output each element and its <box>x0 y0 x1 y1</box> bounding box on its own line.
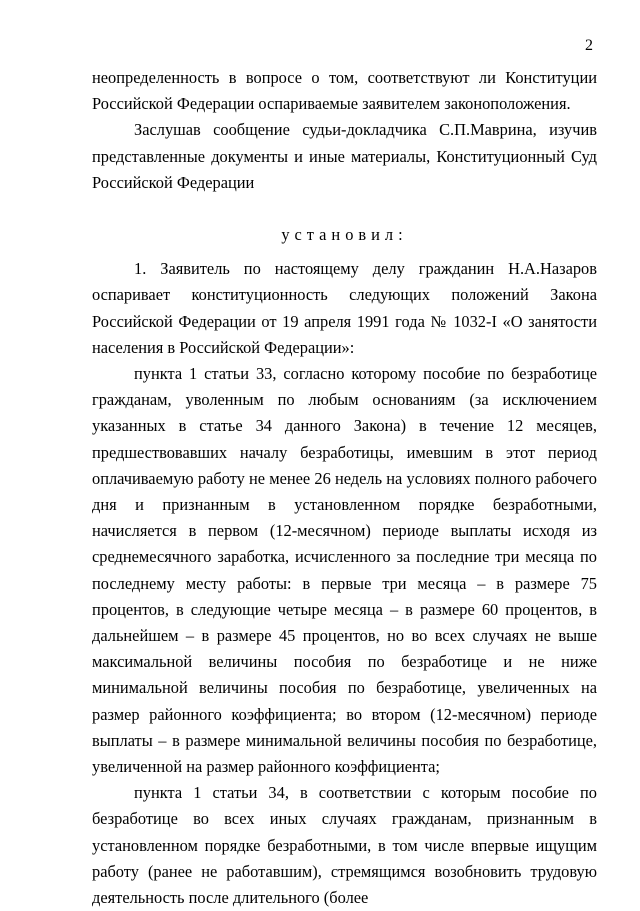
paragraph-article-34: пункта 1 статьи 34, в соответствии с которым пособие по безработице во всех иных случаях гражданам, признанным в установленном порядке безработными, в том числе впервые ищущим работу (ранее не работавшим), стремящимся возобновить трудовую деятельность после длительного (более <box>92 783 597 908</box>
paragraph-article-33: пункта 1 статьи 33, согласно которому пособие по безработице гражданам, уволенным по любым основаниям (за исключением указанных в статье 34 данного Закона) в течение 12 месяцев, предшествовавших началу безработицы, имевшим в этот период оплачиваемую работу не менее 26 недель на условиях полного рабочего дня и признанным в установленном порядке безработными, начисляется в первом (12-месячном) периоде выплаты исходя из среднемесячного заработка, исчисленного за последние три месяца по последнему месту работы: в первые три месяца – в размере 75 процентов, в следующие четыре месяца – в размере 60 процентов, в дальнейшем – в размере 45 процентов, но во всех случаях не выше максимальной величины пособия по безработице и не ниже минимальной величины пособия по безработице, увеличенных на размер районного коэффициента; во втором (12-месячном) периоде выплаты – в размере минимальной величины пособия по безработице, увеличенной на размер районного коэффициента; <box>92 364 597 777</box>
section-heading-established: установил: <box>281 225 408 245</box>
paragraph-hearing: Заслушав сообщение судьи-докладчика С.П.Маврина, изучив представленные документы и иные материалы, Конституционный Суд Российской Федерации <box>92 120 597 192</box>
document-body <box>92 65 597 911</box>
page-number: 2 <box>585 37 593 54</box>
paragraph-continuation: неопределенность в вопросе о том, соответствуют ли Конституции Российской Федерации оспариваемые заявителем законоположения. <box>92 68 597 114</box>
paragraph-applicant: 1. Заявитель по настоящему делу гражданин Н.А.Назаров оспаривает конституционность следующих положений Закона Российской Федерации от 19 апреля 1991 года № 1032-I «О занятости населения в Российской Федерации»: <box>92 259 597 357</box>
